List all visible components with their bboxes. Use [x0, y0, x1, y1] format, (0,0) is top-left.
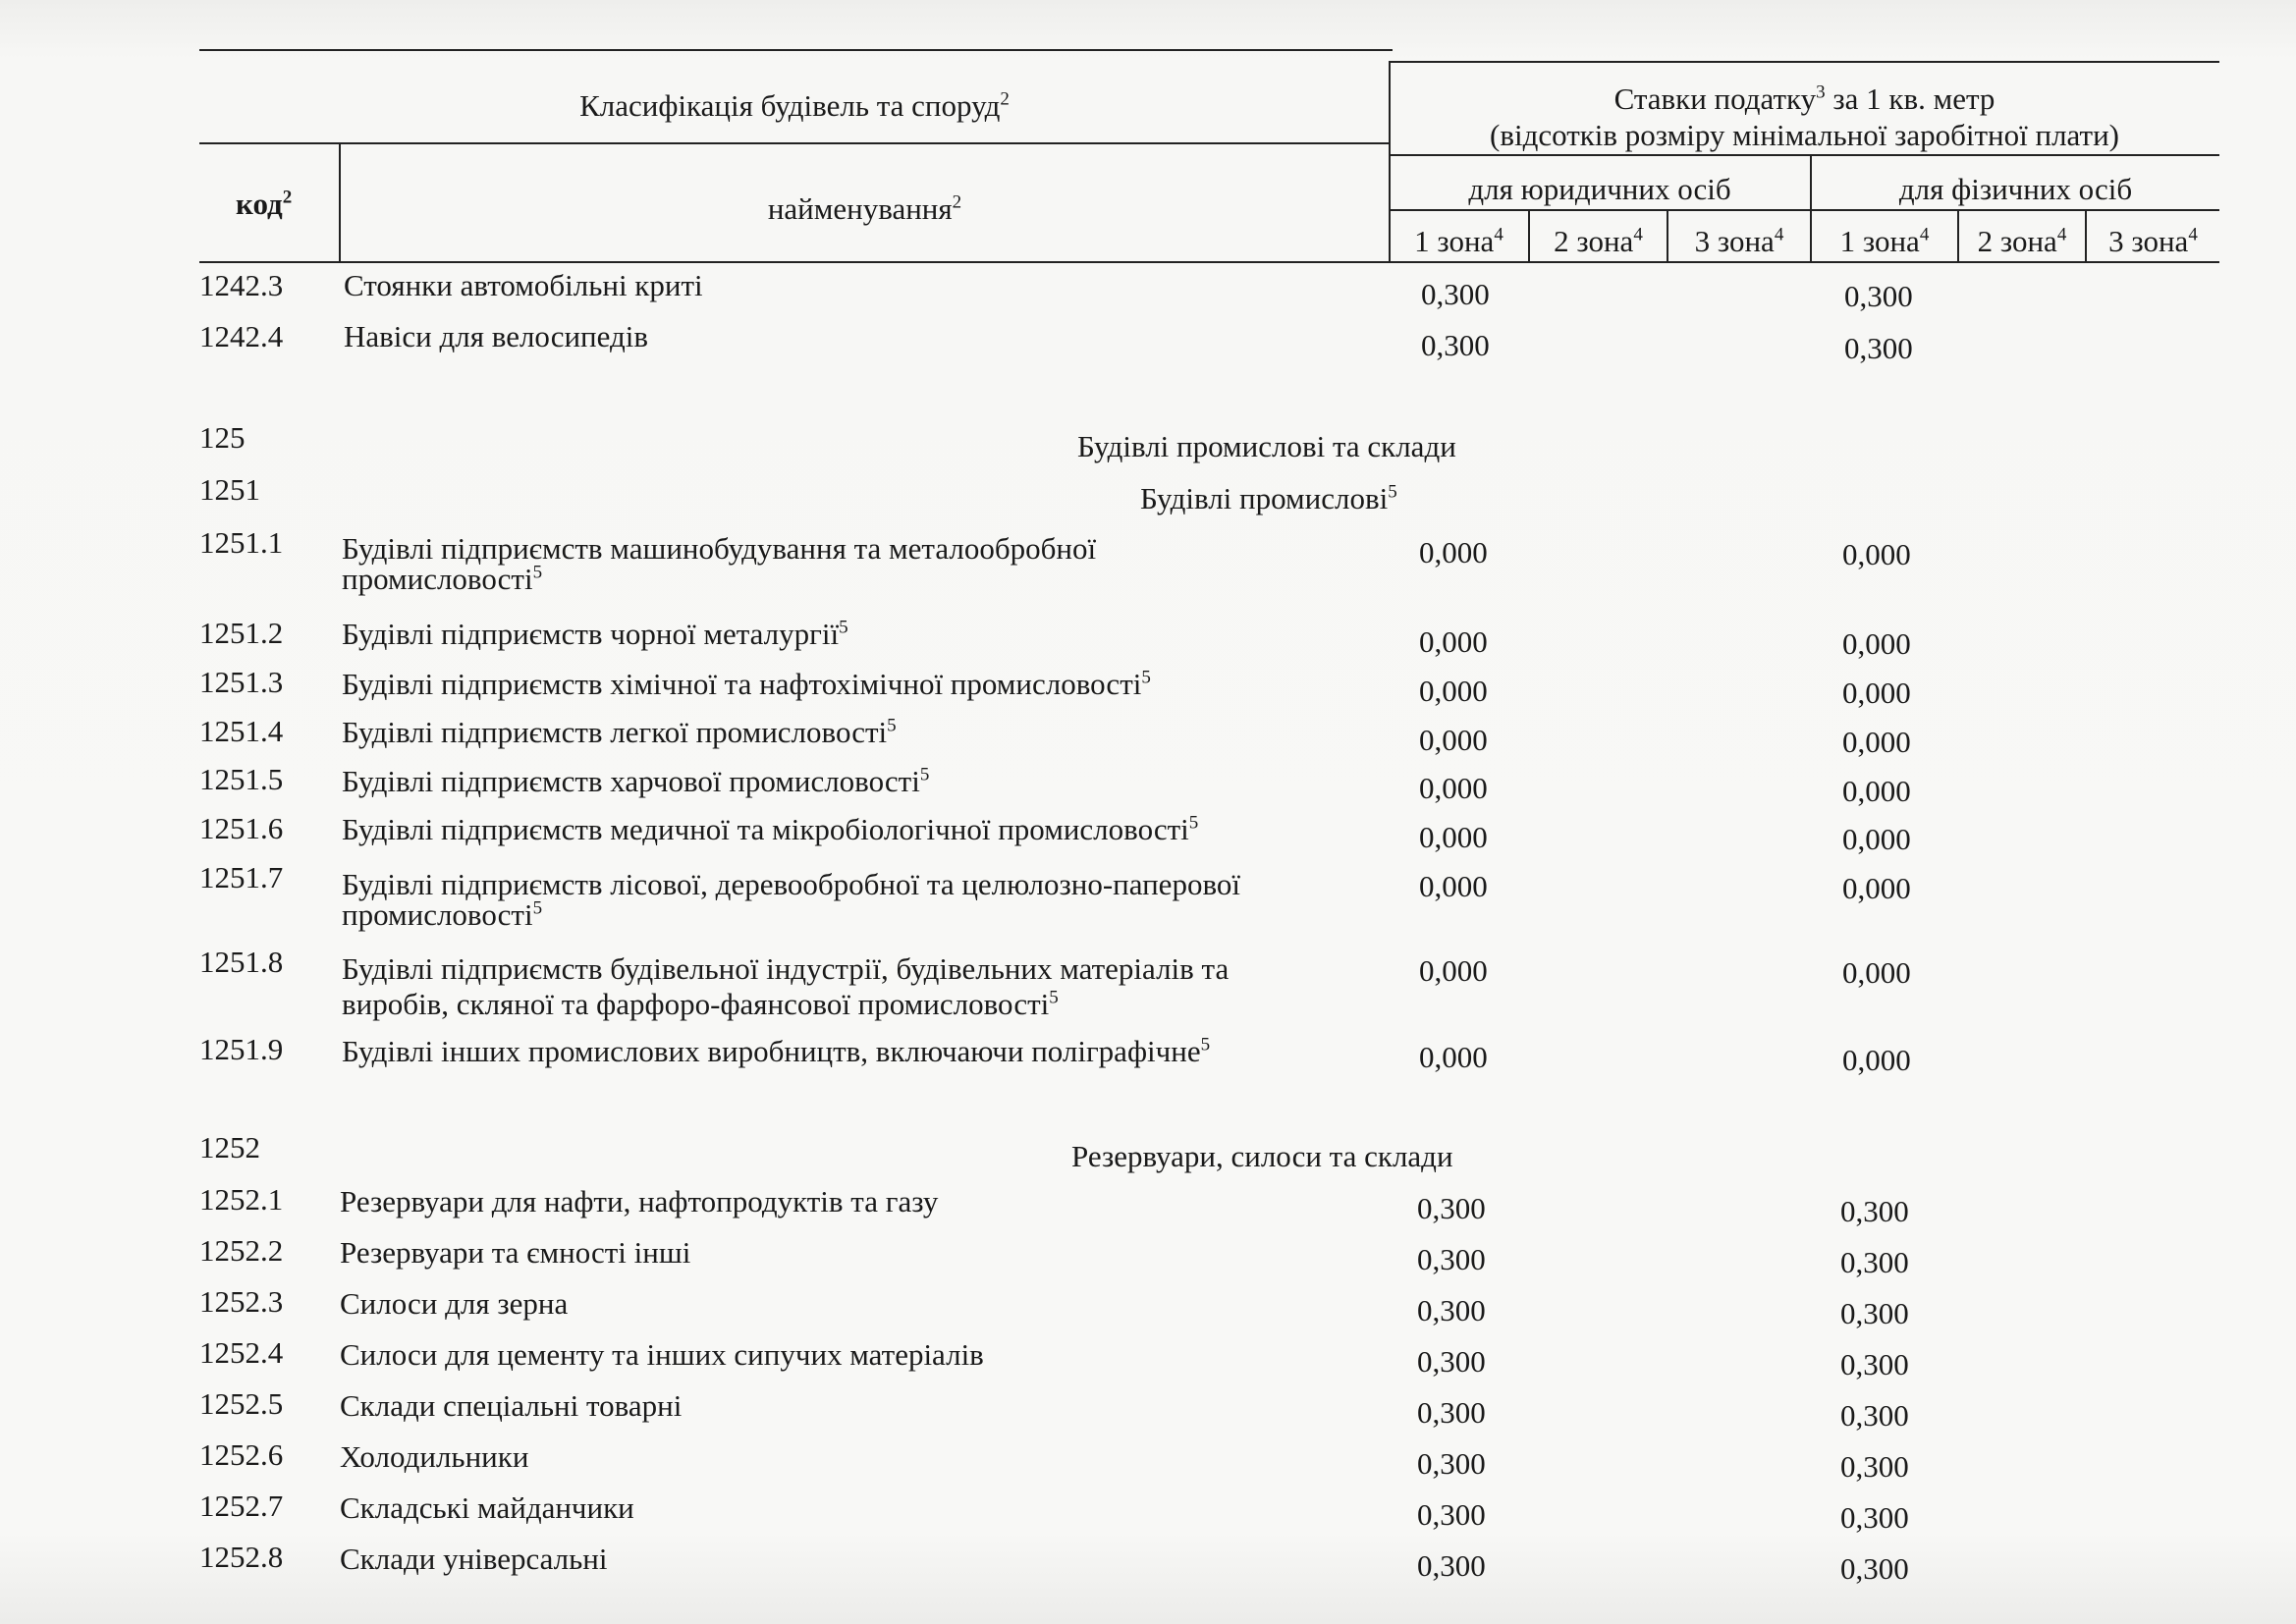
zone-header: 3 зона$^4$: [1694, 224, 1784, 258]
rate-individual-zone1: 0,300: [1840, 1398, 1909, 1433]
row-name: Будівлі підприємств хімічної та нафтохімічної промисловості$^5$: [342, 667, 1151, 701]
rate-individual-zone1: 0,000: [1842, 725, 1911, 759]
row-name: Будівлі підприємств лісової, деревообробної та целюлозно-паперової: [342, 867, 1240, 901]
rate-legal-zone1: 0,000: [1419, 1040, 1488, 1074]
row-code: 1251.8: [199, 945, 284, 979]
row-code: 1252.5: [199, 1386, 284, 1421]
header-divider-right: [1390, 154, 2219, 156]
row-code: 1242.4: [199, 319, 284, 353]
rate-legal-zone1: 0,000: [1419, 674, 1488, 708]
header-classification: Класифікація будівель та споруд$^2$: [579, 88, 1010, 123]
row-code: 1252.7: [199, 1489, 284, 1523]
row-name: Холодильники: [340, 1439, 529, 1474]
row-name: Складські майданчики: [340, 1490, 634, 1525]
row-code: 1252.3: [199, 1284, 284, 1319]
table-top-rule: [199, 49, 1393, 51]
zone-header: 1 зона$^4$: [1839, 224, 1930, 258]
row-code: 1251.4: [199, 714, 284, 748]
section-code: 125: [199, 420, 246, 455]
section-title: Будівлі промислові та склади: [1077, 429, 1456, 463]
header-rates: Ставки податку$^3$ за 1 кв. метр: [1613, 81, 1995, 116]
row-name: Будівлі підприємств медичної та мікробіологічної промисловості$^5$: [342, 812, 1199, 846]
section-code: 1252: [199, 1130, 260, 1164]
rate-individual-zone1: 0,300: [1840, 1551, 1909, 1586]
rate-legal-zone1: 0,300: [1417, 1344, 1486, 1379]
row-name: Силоси для зерна: [340, 1286, 569, 1321]
row-code: 1251.3: [199, 665, 284, 699]
section-title: Резервуари, силоси та склади: [1071, 1139, 1453, 1173]
zone-header: 2 зона$^4$: [1977, 224, 2067, 258]
rate-legal-zone1: 0,300: [1421, 328, 1490, 362]
rate-legal-zone1: 0,300: [1417, 1548, 1486, 1583]
row-name: Будівлі підприємств чорної металургії$^5$: [342, 617, 848, 651]
rate-legal-zone1: 0,000: [1419, 535, 1488, 569]
rate-individual-zone1: 0,300: [1840, 1347, 1909, 1381]
rate-individual-zone1: 0,300: [1840, 1500, 1909, 1535]
row-code: 1251.9: [199, 1032, 284, 1066]
table-top-rule-right: [1390, 61, 2219, 63]
row-name: Стоянки автомобільні криті: [344, 268, 703, 302]
rate-legal-zone1: 0,000: [1419, 869, 1488, 903]
rate-legal-zone1: 0,300: [1417, 1242, 1486, 1276]
group-divider: [1390, 209, 2219, 211]
row-code: 1251.6: [199, 811, 284, 845]
row-code: 1251.5: [199, 762, 284, 796]
rate-individual-zone1: 0,000: [1842, 1043, 1911, 1077]
header-individuals: для фізичних осіб: [1898, 172, 2133, 206]
row-name: Силоси для цементу та інших сипучих матеріалів: [340, 1337, 984, 1372]
rate-legal-zone1: 0,000: [1419, 771, 1488, 805]
row-name: Резервуари для нафти, нафтопродуктів та газу: [340, 1184, 939, 1218]
row-name: Будівлі підприємств легкої промисловості$^5$: [342, 715, 897, 749]
row-code: 1251.2: [199, 616, 284, 650]
header-divider-left: [199, 142, 1390, 144]
row-name: Будівлі підприємств машинобудування та металообробної: [342, 531, 1097, 566]
row-name-line2: виробів, скляної та фарфоро-фаянсової промисловості$^5$: [342, 987, 1059, 1021]
rate-individual-zone1: 0,300: [1840, 1449, 1909, 1484]
row-code: 1252.6: [199, 1437, 284, 1472]
rate-legal-zone1: 0,300: [1417, 1497, 1486, 1532]
row-name-line2: промисловості$^5$: [342, 897, 543, 932]
rate-legal-zone1: 0,300: [1417, 1191, 1486, 1225]
row-name: Будівлі інших промислових виробництв, включаючи поліграфічне$^5$: [342, 1034, 1211, 1068]
rate-individual-zone1: 0,000: [1842, 626, 1911, 661]
rate-legal-zone1: 0,300: [1417, 1293, 1486, 1327]
rate-legal-zone1: 0,300: [1421, 277, 1490, 311]
rate-individual-zone1: 0,000: [1842, 774, 1911, 808]
zone-header: 3 зона$^4$: [2108, 224, 2198, 258]
rate-legal-zone1: 0,000: [1419, 723, 1488, 757]
header-legal-entities: для юридичних осіб: [1468, 172, 1731, 206]
rate-individual-zone1: 0,000: [1842, 537, 1911, 571]
rate-individual-zone1: 0,000: [1842, 676, 1911, 710]
rate-individual-zone1: 0,300: [1840, 1194, 1909, 1228]
section-code: 1251: [199, 472, 260, 507]
row-name: Склади спеціальні товарні: [340, 1388, 683, 1423]
rate-individual-zone1: 0,000: [1842, 871, 1911, 905]
rate-legal-zone1: 0,300: [1417, 1446, 1486, 1481]
rate-individual-zone1: 0,300: [1840, 1296, 1909, 1330]
row-name: Склади універсальні: [340, 1542, 608, 1576]
rate-legal-zone1: 0,300: [1417, 1395, 1486, 1430]
row-code: 1252.1: [199, 1182, 284, 1217]
row-code: 1252.8: [199, 1540, 284, 1574]
rate-individual-zone1: 0,300: [1844, 279, 1913, 313]
rate-legal-zone1: 0,000: [1419, 624, 1488, 659]
row-code: 1252.2: [199, 1233, 284, 1268]
row-name: Навіси для велосипедів: [344, 319, 649, 353]
row-name: Резервуари та ємності інші: [340, 1235, 691, 1270]
header-bottom-rule: [199, 261, 2219, 263]
row-name: Будівлі підприємств будівельної індустрії, будівельних матеріалів та: [342, 951, 1230, 986]
section-title: Будівлі промислові$^5$: [1140, 481, 1397, 515]
zone-header: 2 зона$^4$: [1554, 224, 1643, 258]
rate-legal-zone1: 0,000: [1419, 953, 1488, 988]
header-name: найменування$^2$: [767, 191, 962, 226]
header-code: код$^2$: [236, 187, 293, 221]
rate-legal-zone1: 0,000: [1419, 820, 1488, 854]
rate-individual-zone1: 0,300: [1840, 1245, 1909, 1279]
row-code: 1242.3: [199, 268, 284, 302]
rate-individual-zone1: 0,000: [1842, 822, 1911, 856]
zone-header: 1 зона$^4$: [1414, 224, 1503, 258]
header-rates-unit: (відсотків розміру мінімальної заробітної плати): [1490, 118, 2119, 152]
row-name-line2: промисловості$^5$: [342, 562, 543, 596]
row-name: Будівлі підприємств харчової промисловості$^5$: [342, 764, 930, 798]
row-code: 1251.7: [199, 860, 284, 894]
row-code: 1252.4: [199, 1335, 284, 1370]
row-code: 1251.1: [199, 525, 284, 560]
rate-individual-zone1: 0,000: [1842, 955, 1911, 990]
rate-individual-zone1: 0,300: [1844, 331, 1913, 365]
